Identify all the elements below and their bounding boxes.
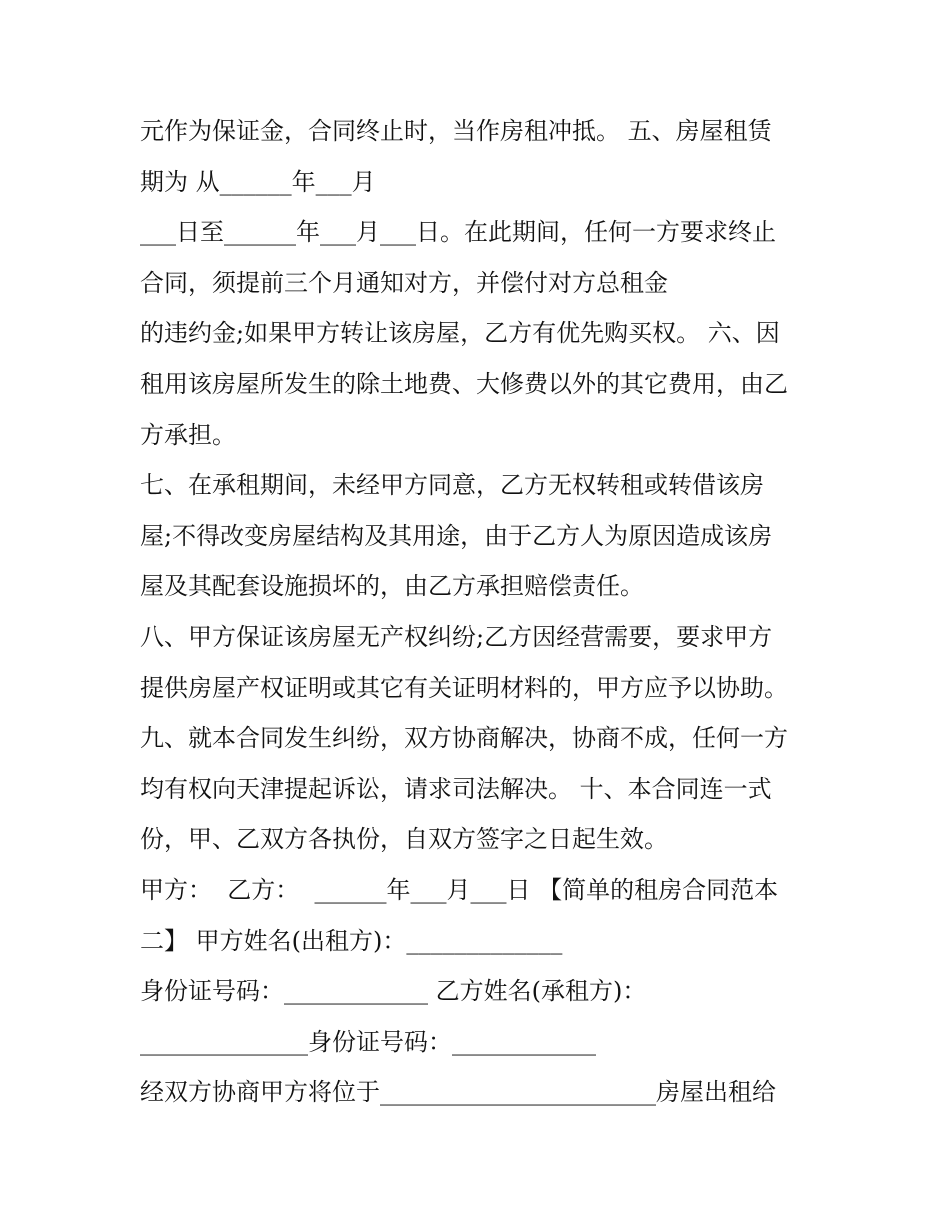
text-line-10: 屋及其配套设施损坏的，由乙方承担赔偿责任。 (140, 572, 644, 601)
text-line-1: 元作为保证金，合同终止时，当作房租冲抵。 五、房屋租赁 (140, 117, 772, 145)
text-line-2: 期为 从______年___月 (140, 167, 376, 196)
text-line-17: 二】 甲方姓名(出租方)：_____________ (140, 926, 563, 955)
text-line-12: 提供房屋产权证明或其它有关证明材料的，甲方应予以协助。 (140, 673, 788, 702)
text-line-9: 屋;不得改变房屋结构及其用途，由于乙方人为原因造成该房 (140, 521, 773, 550)
document-body (140, 106, 820, 1118)
text-line-11: 八、甲方保证该房屋无产权纠纷;乙方因经营需要，要求甲方 (140, 622, 773, 651)
text-line-5: 的违约金;如果甲方转让该房屋，乙方有优先购买权。 六、因 (140, 319, 780, 348)
text-line-15: 份，甲、乙双方各执份，自双方签字之日起生效。 (140, 825, 668, 854)
text-line-18: 身份证号码：____________ 乙方姓名(承租方)： (140, 977, 647, 1006)
text-line-16: 甲方： 乙方： ______年___月___日 【简单的租房合同范本 (140, 875, 779, 904)
text-line-7: 方承担。 (140, 420, 236, 449)
text-line-6: 租用该房屋所发生的除土地费、大修费以外的其它费用，由乙 (140, 369, 788, 398)
text-line-3: ___日至______年___月___日。在此期间，任何一方要求终止 (140, 218, 776, 247)
text-line-13: 九、就本合同发生纠纷，双方协商解决，协商不成，任何一方 (140, 724, 788, 753)
text-line-19: ______________身份证号码：____________ (140, 1027, 596, 1056)
text-line-8: 七、在承租期间，未经甲方同意，乙方无权转租或转借该房 (140, 471, 764, 500)
text-line-20: 经双方协商甲方将位于_______________________房屋出租给 (140, 1078, 776, 1107)
text-line-4: 合同，须提前三个月通知对方，并偿付对方总租金 (140, 268, 668, 297)
text-line-14: 均有权向天津提起诉讼，请求司法解决。 十、本合同连一式 (140, 774, 772, 803)
